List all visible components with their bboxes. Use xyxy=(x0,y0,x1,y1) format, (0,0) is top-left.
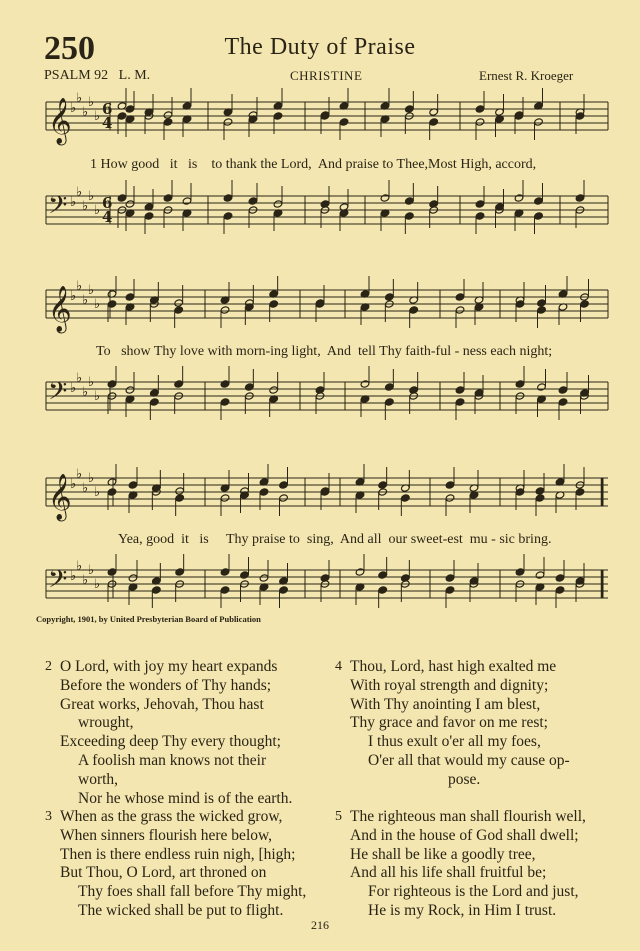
note-head xyxy=(174,306,184,314)
note-head xyxy=(117,194,127,202)
note-head xyxy=(555,586,565,594)
note-head xyxy=(174,380,184,388)
note-head xyxy=(537,306,547,314)
verse-line: Then is there endless ruin nigh, [high; xyxy=(60,845,296,863)
verse-line: Thou, Lord, hast high exalted me xyxy=(350,658,557,675)
page-number: 216 xyxy=(311,918,329,932)
note-head xyxy=(537,383,547,391)
treble-clef-icon: 𝄞 xyxy=(48,286,72,332)
note-head xyxy=(220,398,230,406)
hymn-number: 250 xyxy=(44,30,95,67)
note-head xyxy=(475,212,485,220)
flat-icon: ♭ xyxy=(76,371,83,386)
verse-line: He shall be like a goodly tree, xyxy=(350,845,536,863)
note-head xyxy=(385,398,395,406)
lyric-line-3: Yea, good it is Thy praise to sing, And all our sweet-est mu - sic bring. xyxy=(118,532,552,547)
hymn-title: The Duty of Praise xyxy=(224,34,416,60)
flat-icon: ♭ xyxy=(76,467,83,482)
note-head xyxy=(125,293,135,301)
note-head xyxy=(455,293,465,301)
flat-icon: ♭ xyxy=(76,185,83,200)
note-head xyxy=(534,212,544,220)
note-head xyxy=(537,299,547,307)
flat-icon: ♭ xyxy=(94,577,101,592)
flat-icon: ♭ xyxy=(82,385,89,400)
verse-line: I thus exult o'er all my foes, xyxy=(368,733,541,751)
verse-line: He is my Rock, in Him I trust. xyxy=(368,901,557,919)
flat-icon: ♭ xyxy=(94,109,101,124)
note-head xyxy=(175,494,185,502)
bass-clef-icon: 𝄢 xyxy=(48,377,68,412)
verse-line: Exceeding deep Thy every thought; xyxy=(60,733,281,751)
flat-icon: ♭ xyxy=(94,203,101,218)
verse-3 xyxy=(45,808,307,921)
note-head xyxy=(515,568,525,576)
verse-line: The wicked shall be put to flight. xyxy=(78,901,284,919)
bass-clef-icon: 𝄢 xyxy=(48,191,68,226)
note-head xyxy=(405,105,415,113)
note-head xyxy=(339,118,349,126)
note-head xyxy=(575,194,585,202)
note-head xyxy=(125,386,135,394)
note-head xyxy=(175,487,185,495)
flat-icon: ♭ xyxy=(82,199,89,214)
note-head xyxy=(220,380,230,388)
flat-icon: ♭ xyxy=(94,297,101,312)
note-head xyxy=(515,380,525,388)
composer: Ernest R. Kroeger xyxy=(479,68,574,83)
note-head xyxy=(378,481,388,489)
note-head xyxy=(107,568,117,576)
note-head xyxy=(534,197,544,205)
time-signature: 4 xyxy=(102,114,113,132)
flat-icon: ♭ xyxy=(76,91,83,106)
verse-5 xyxy=(335,808,586,921)
lyric-line-2: To show Thy love with morn-ing light, And tell Thy faith-ful - ness each night; xyxy=(96,344,553,359)
note-head xyxy=(144,212,154,220)
note-head xyxy=(378,571,388,579)
note-head xyxy=(163,118,173,126)
note-head xyxy=(240,571,250,579)
note-head xyxy=(107,300,117,308)
flat-icon: ♭ xyxy=(82,481,89,496)
note-head xyxy=(248,197,258,205)
note-head xyxy=(175,568,185,576)
flat-icon: ♭ xyxy=(88,375,95,390)
verse-line: With royal strength and dignity; xyxy=(350,676,549,694)
note-head xyxy=(445,481,455,489)
treble-clef-icon: 𝄞 xyxy=(48,98,72,144)
note-head xyxy=(445,574,455,582)
lyric-line-1: 1 How good it is to thank the Lord, And praise to Thee,Most High, accord, xyxy=(90,157,537,172)
tune-name: CHRISTINE xyxy=(290,68,363,83)
flat-icon: ♭ xyxy=(88,471,95,486)
flat-icon: ♭ xyxy=(70,569,77,584)
flat-icon: ♭ xyxy=(94,485,101,500)
bass-clef-icon: 𝄢 xyxy=(48,565,68,600)
note-head xyxy=(245,383,255,391)
verse-line: Before the wonders of Thy hands; xyxy=(60,676,272,694)
note-head xyxy=(269,386,279,394)
note-head xyxy=(223,118,233,126)
note-head xyxy=(273,112,283,120)
note-head xyxy=(555,574,565,582)
note-head xyxy=(223,194,233,202)
verse-line: O'er all that would my cause op- xyxy=(368,751,570,769)
note-head xyxy=(575,488,585,496)
note-head xyxy=(558,386,568,394)
verse-line: With Thy anointing I am blest, xyxy=(350,695,541,713)
note-head xyxy=(163,194,173,202)
copyright-notice: Copyright, 1901, by United Presbyterian Board of Publication xyxy=(36,614,261,624)
flat-icon: ♭ xyxy=(70,381,77,396)
note-head xyxy=(125,105,135,113)
note-head xyxy=(385,293,395,301)
verse-line: The righteous man shall flourish well, xyxy=(350,808,586,825)
verse-line: But Thou, O Lord, art throned on xyxy=(60,864,267,882)
note-head xyxy=(514,194,524,202)
note-head xyxy=(475,118,485,126)
verse-number: 3 xyxy=(45,809,52,824)
verse-line: When sinners flourish here below, xyxy=(60,826,273,844)
note-head xyxy=(360,380,370,388)
flat-icon: ♭ xyxy=(70,289,77,304)
note-head xyxy=(152,586,162,594)
note-head xyxy=(534,118,544,126)
note-head xyxy=(409,306,419,314)
psalm-meter: PSALM 92 L. M. xyxy=(44,68,151,83)
flat-icon: ♭ xyxy=(70,477,77,492)
note-head xyxy=(128,481,138,489)
note-head xyxy=(117,112,127,120)
note-head xyxy=(182,197,192,205)
note-head xyxy=(445,586,455,594)
note-head xyxy=(535,487,545,495)
flat-icon: ♭ xyxy=(82,293,89,308)
note-head xyxy=(279,494,289,502)
verse-line: And all his life shall fruitful be; xyxy=(350,864,547,882)
note-head xyxy=(220,494,230,502)
verse-line: For righteous is the Lord and just, xyxy=(368,883,579,901)
verse-4 xyxy=(335,658,570,790)
note-head xyxy=(259,488,269,496)
note-head xyxy=(401,494,411,502)
verse-line: A foolish man knows not their xyxy=(78,751,267,769)
note-head xyxy=(107,380,117,388)
note-head xyxy=(220,568,230,576)
note-head xyxy=(259,574,269,582)
flat-icon: ♭ xyxy=(70,101,77,116)
note-head xyxy=(405,197,415,205)
verse-number: 2 xyxy=(45,659,52,674)
note-head xyxy=(174,299,184,307)
note-head xyxy=(128,574,138,582)
note-head xyxy=(150,398,160,406)
verse-line: Nor he whose mind is of the earth. xyxy=(78,789,293,807)
note-head xyxy=(405,212,415,220)
verse-number: 5 xyxy=(335,809,342,824)
flat-icon: ♭ xyxy=(88,563,95,578)
note-head xyxy=(269,300,279,308)
flat-icon: ♭ xyxy=(70,195,77,210)
time-signature: 4 xyxy=(102,208,113,226)
flat-icon: ♭ xyxy=(88,189,95,204)
note-head xyxy=(355,568,365,576)
flat-icon: ♭ xyxy=(94,389,101,404)
flat-icon: ♭ xyxy=(76,559,83,574)
note-head xyxy=(279,481,289,489)
note-head xyxy=(107,488,117,496)
note-head xyxy=(455,398,465,406)
note-head xyxy=(455,386,465,394)
verse-line: pose. xyxy=(448,770,481,788)
note-head xyxy=(273,200,283,208)
verse-2 xyxy=(45,658,293,808)
note-head xyxy=(279,586,289,594)
time-signature: 6 xyxy=(102,194,113,212)
note-head xyxy=(558,398,568,406)
flat-icon: ♭ xyxy=(88,283,95,298)
verse-line: And in the house of God shall dwell; xyxy=(350,826,579,844)
verse-line: Thy grace and favor on me rest; xyxy=(350,714,548,732)
verse-line: Thy foes shall fall before Thy might, xyxy=(78,883,307,901)
flat-icon: ♭ xyxy=(88,95,95,110)
note-head xyxy=(380,194,390,202)
note-head xyxy=(125,200,135,208)
note-head xyxy=(535,494,545,502)
note-head xyxy=(220,586,230,594)
verse-line: When as the grass the wicked grow, xyxy=(60,808,283,825)
verse-number: 4 xyxy=(335,659,342,674)
flat-icon: ♭ xyxy=(76,279,83,294)
flat-icon: ♭ xyxy=(82,105,89,120)
note-head xyxy=(378,586,388,594)
time-signature: 6 xyxy=(102,100,113,118)
verse-line: wrought, xyxy=(78,714,134,732)
note-head xyxy=(475,105,485,113)
note-head xyxy=(163,111,173,119)
note-head xyxy=(223,212,233,220)
note-head xyxy=(220,306,230,314)
note-head xyxy=(385,383,395,391)
treble-clef-icon: 𝄞 xyxy=(48,474,72,520)
verse-line: Great works, Jehovah, Thou hast xyxy=(60,695,264,713)
verse-line: O Lord, with joy my heart expands xyxy=(60,658,278,675)
note-head xyxy=(580,300,590,308)
note-head xyxy=(445,494,455,502)
verse-line: worth, xyxy=(78,770,119,788)
flat-icon: ♭ xyxy=(82,573,89,588)
note-head xyxy=(535,571,545,579)
note-head xyxy=(429,118,439,126)
note-head xyxy=(475,200,485,208)
note-head xyxy=(455,306,465,314)
